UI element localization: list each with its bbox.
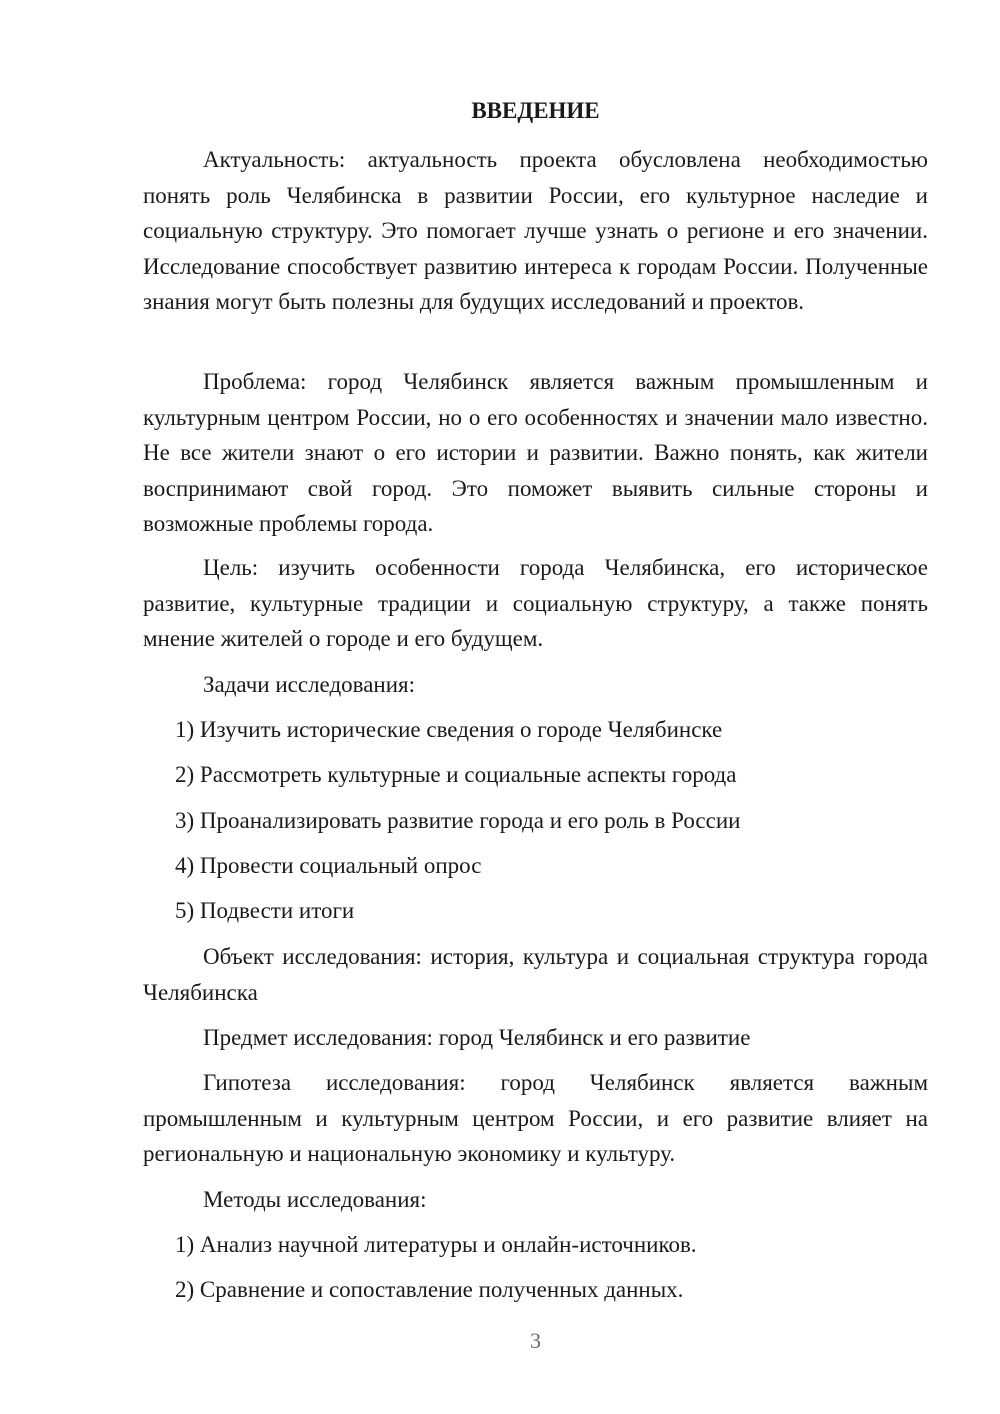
goal-paragraph: Цель: изучить особенности города Челябинска, его историческое развитие, культурные традиции и социальную структуру, а также понять мнение жителей о городе и его будущем. bbox=[143, 555, 928, 651]
relevance-paragraph: Актуальность: актуальность проекта обусловлена необходимостью понять роль Челябинска в развитии России, его культурное наследие и социальную структуру. Это помогает лучше узнать о регионе и его значении. Исследование способствует развитию интереса к городам России. Полученные знания могут быть полезны для будущих исследований и проектов. bbox=[143, 147, 928, 314]
section-title: ВВЕДЕНИЕ bbox=[471, 98, 600, 123]
page-number: 3 bbox=[530, 1328, 541, 1353]
task-item: 5) Подвести итоги bbox=[175, 898, 355, 923]
task-item: 3) Проанализировать развитие города и его роль в России bbox=[175, 808, 741, 833]
method-item: 2) Сравнение и сопоставление полученных данных. bbox=[175, 1277, 684, 1302]
tasks-heading: Задачи исследования: bbox=[203, 672, 416, 697]
problem-paragraph: Проблема: город Челябинск является важным промышленным и культурным центром России, но о его особенностях и значении мало известно. Не все жители знают о его истории и развитии. Важно понять, как жители воспринимают свой город. Это поможет выявить сильные стороны и возможные проблемы города. bbox=[143, 369, 928, 536]
task-item: 1) Изучить исторические сведения о городе Челябинске bbox=[175, 717, 723, 742]
task-item: 2) Рассмотреть культурные и социальные аспекты города bbox=[175, 762, 737, 787]
methods-heading: Методы исследования: bbox=[203, 1187, 427, 1212]
subject-paragraph: Предмет исследования: город Челябинск и его развитие bbox=[203, 1025, 751, 1050]
hypothesis-paragraph: Гипотеза исследования: город Челябинск является важным промышленным и культурным центром России, и его развитие влияет на региональную и национальную экономику и культуру. bbox=[143, 1070, 928, 1166]
method-item: 1) Анализ научной литературы и онлайн-источников. bbox=[175, 1232, 697, 1257]
document-page bbox=[143, 0, 928, 1414]
object-paragraph: Объект исследования: история, культура и социальная структура города Челябинска bbox=[143, 944, 928, 1005]
task-item: 4) Провести социальный опрос bbox=[175, 853, 482, 878]
